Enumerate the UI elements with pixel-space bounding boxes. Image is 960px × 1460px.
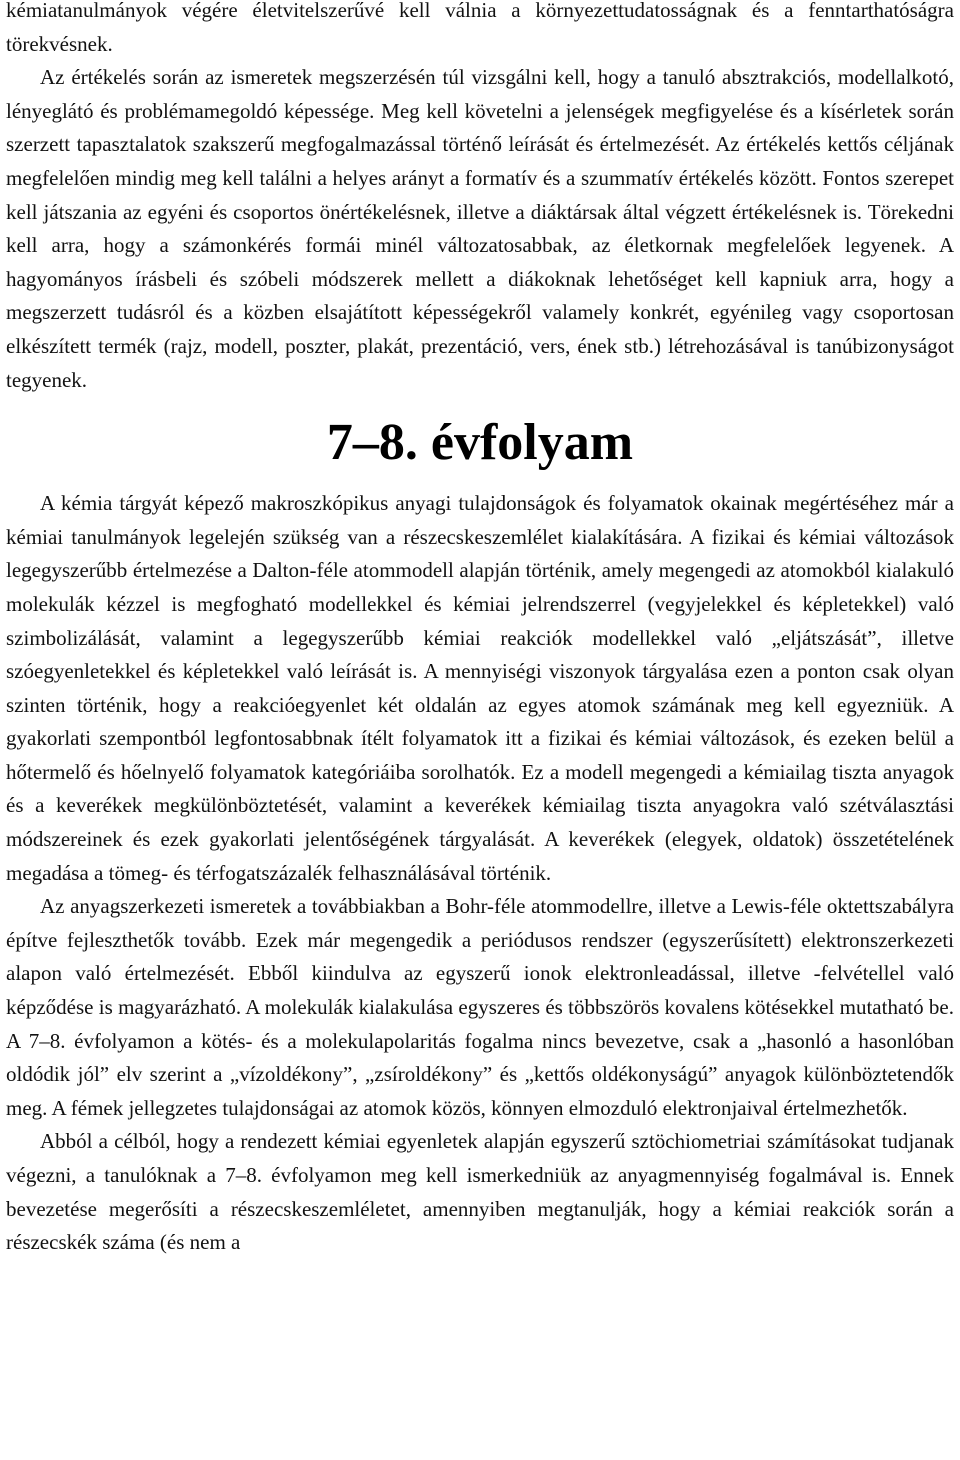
paragraph-atomic-structure: Az anyagszerkezeti ismeretek a továbbiakban a Bohr-féle atommodellre, illetve a Lewis-féle oktettszabályra építve fejleszthetők tovább. Ezek már megengedik a periódusos rendszer (egyszerűsített) elektronszerkezeti alapon való értelmezését. Ebből kiindulva az egyszerű ionok elektronleadással, illetve -felvétellel való képződése is magyarázható. A molekulák kialakulása egyszeres és többszörös kovalens kötésekkel mutatható be. A 7–8. évfolyamon a kötés- és a molekulapolaritás fogalma nincs bevezetve, csak a „hasonló a hasonlóban oldódik jól” elv szerint a „vízoldékony”, „zsíroldékony” és „kettős oldékonyságú” anyagok különböztetendők meg. A fémek jellegzetes tulajdonságai az atomok közös, könnyen elmozduló elektronjaival értelmezhetők. (6, 894, 954, 1120)
paragraph-continued: kémiatanulmányok végére életvitelszerűvé kell válnia a környezettudatosságnak és a fenntarthatóságra törekvésnek. (6, 0, 954, 56)
paragraph-stoichiometry: Abból a célból, hogy a rendezett kémiai egyenletek alapján egyszerű sztöchiometriai számításokat tudjanak végezni, a tanulóknak a 7–8. évfolyamon meg kell ismerkedniük az anyagmennyiség fogalmával is. Ennek bevezetése megerősíti a részecskeszemléletet, amennyiben megtanulják, hogy a kémiai reakciók során a részecskék száma (és nem a (6, 1129, 954, 1255)
paragraph-assessment: Az értékelés során az ismeretek megszerzésén túl vizsgálni kell, hogy a tanuló absztrakciós, modellalkotó, lényeglátó és problémamegoldó képessége. Meg kell követelni a jelenségek megfigyelése és a kísérletek során szerzett tapasztalatok szakszerű megfogalmazással történő leírását és értelmezését. Az értékelés kettős céljának megfelelően mindig meg kell találni a helyes arányt a formatív és a szummatív értékelés között. Fontos szerepet kell játszania az egyéni és csoportos önértékelésnek, illetve a diáktársak által végzett értékelésnek is. Törekedni kell arra, hogy a számonkérés formái minél változatosabbak, az életkornak megfelelőek legyenek. A hagyományos írásbeli és szóbeli módszerek mellett a diákoknak lehetőséget kell kapniuk arra, hogy a megszerzett tudásról és a közben elsajátított képességekről valamely konkrét, egyénileg vagy csoportosan elkészített termék (rajz, modell, poszter, plakát, prezentáció, vers, ének stb.) létrehozásával is tanúbizonyságot tegyenek. (6, 65, 954, 392)
paragraph-particle-view: A kémia tárgyát képező makroszkópikus anyagi tulajdonságok és folyamatok okainak megértéséhez már a kémiai tanulmányok legelején szükség van a részecskeszemlélet kialakítására. A fizikai és kémiai változások legegyszerűbb értelmezése a Dalton-féle atommodell alapján történik, amely megengedi az atomokból kialakuló molekulák kézzel is megfogható modellekkel és kémiai jelrendszerrel (vegyjelekkel és képletekkel) való szimbolizálását, valamint a legegyszerűbb kémiai reakciók modellekkel való „eljátszását”, illetve szóegyenletekkel és képletekkel való leírását is. A mennyiségi viszonyok tárgyalása ezen a ponton csak olyan szinten történik, hogy a reakcióegyenlet két oldalán az egyes atomok számának meg kell egyezniük. A gyakorlati szempontból legfontosabbnak ítélt folyamatok itt a fizikai és kémiai változások, és ezeken belül a hőtermelő és hőelnyelő folyamatok kategóriáiba sorolhatók. Ez a modell megengedi a kémiailag tiszta anyagok és a keverékek megkülönböztetését, valamint a keverékek kémiailag tiszta anyagokra való szétválasztási módszereinek és ezek gyakorlati jelentőségének tárgyalását. A keverékek (elegyek, oldatok) összetételének megadása a tömeg- és térfogatszázalék felhasználásával történik. (6, 491, 954, 885)
section-heading: 7–8. évfolyam (326, 414, 634, 472)
document-page (6, 0, 954, 1260)
